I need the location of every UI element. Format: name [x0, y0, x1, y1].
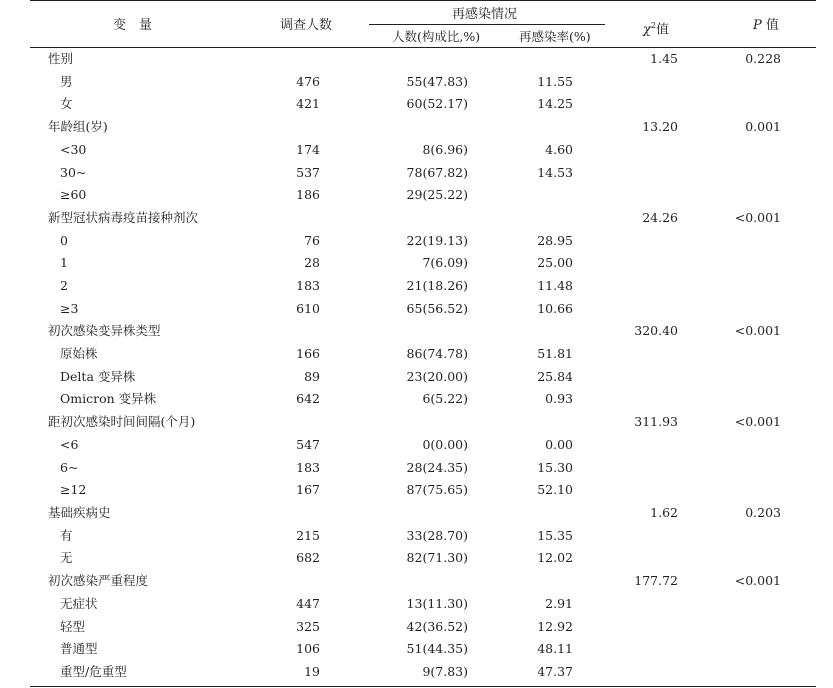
group-name: 距初次感染时间间隔(个月) [48, 414, 196, 429]
reinfection-rate: 12.02 [537, 550, 573, 565]
row-label: <30 [60, 142, 87, 157]
surveyed-count: 325 [296, 619, 320, 634]
group-name: 初次感染严重程度 [48, 573, 149, 588]
header-group-rule [369, 24, 605, 25]
reinfection-count: 55(47.83) [406, 74, 468, 89]
row-label: Omicron 变异株 [60, 391, 157, 406]
chi-square-value: 13.20 [642, 119, 678, 134]
p-suffix: 值 [761, 18, 779, 33]
row-label: 无症状 [60, 596, 98, 611]
group-name: 性别 [48, 51, 74, 66]
reinfection-rate: 28.95 [537, 233, 573, 248]
row-label: 1 [60, 255, 68, 270]
p-value: 0.001 [745, 119, 781, 134]
p-value: 0.228 [745, 51, 781, 66]
row-label: 无 [60, 550, 73, 565]
chi-square-value: 24.26 [642, 210, 678, 225]
row-label: 2 [60, 278, 68, 293]
reinfection-rate: 15.35 [537, 528, 573, 543]
row-label: 6~ [60, 460, 79, 475]
reinfection-count: 6(5.22) [422, 391, 468, 406]
chi-symbol: χ [643, 22, 651, 38]
surveyed-count: 89 [304, 369, 320, 384]
surveyed-count: 167 [296, 482, 320, 497]
reinfection-rate: 14.25 [537, 96, 573, 111]
reinfection-rate: 48.11 [537, 641, 573, 656]
reinfection-rate: 0.00 [545, 437, 573, 452]
chi-square-value: 177.72 [634, 573, 678, 588]
row-label: ≥3 [60, 301, 79, 316]
reinfection-count: 42(36.52) [406, 619, 468, 634]
surveyed-count: 106 [296, 641, 320, 656]
reinfection-rate: 25.00 [537, 255, 573, 270]
reinfection-rate: 11.55 [537, 74, 573, 89]
bottom-rule [30, 686, 816, 687]
surveyed-count: 28 [304, 255, 320, 270]
reinfection-rate: 14.53 [537, 165, 573, 180]
p-symbol: P [753, 18, 762, 33]
top-rule [30, 0, 816, 1]
header-p-value [753, 18, 779, 34]
reinfection-count: 86(74.78) [406, 346, 468, 361]
reinfection-rate: 51.81 [537, 346, 573, 361]
row-label: 女 [60, 96, 73, 111]
reinfection-count: 78(67.82) [406, 165, 468, 180]
surveyed-count: 447 [296, 596, 320, 611]
row-label: 重型/危重型 [60, 664, 127, 679]
reinfection-count: 9(7.83) [422, 664, 468, 679]
p-value: <0.001 [734, 573, 781, 588]
chi-square-value: 1.62 [650, 505, 678, 520]
header-reinfection-group: 再感染情况 [452, 7, 518, 22]
reinfection-count: 60(52.17) [406, 96, 468, 111]
surveyed-count: 537 [296, 165, 320, 180]
row-label: 有 [60, 528, 73, 543]
row-label: Delta 变异株 [60, 369, 136, 384]
reinfection-count: 29(25.22) [406, 187, 468, 202]
row-label: 30~ [60, 165, 87, 180]
row-label: ≥60 [60, 187, 87, 202]
reinfection-rate: 52.10 [537, 482, 573, 497]
reinfection-rate: 25.84 [537, 369, 573, 384]
reinfection-rate: 10.66 [537, 301, 573, 316]
row-label: 0 [60, 233, 68, 248]
surveyed-count: 76 [304, 233, 320, 248]
reinfection-count: 0(0.00) [422, 437, 468, 452]
surveyed-count: 682 [296, 550, 320, 565]
reinfection-rate: 2.91 [545, 596, 573, 611]
reinfection-count: 33(28.70) [406, 528, 468, 543]
reinfection-count: 13(11.30) [406, 596, 468, 611]
chi-suffix: 值 [655, 22, 669, 38]
reinfection-count: 51(44.35) [406, 641, 468, 656]
row-label: 普通型 [60, 641, 98, 656]
surveyed-count: 547 [296, 437, 320, 452]
row-label: 男 [60, 74, 73, 89]
surveyed-count: 610 [296, 301, 320, 316]
header-surveyed: 调查人数 [280, 18, 333, 33]
chi-superscript: 2 [650, 21, 656, 30]
reinfection-count: 28(24.35) [406, 460, 468, 475]
header-count: 人数(构成比,%) [392, 29, 481, 44]
row-label: 原始株 [60, 346, 98, 361]
group-name: 新型冠状病毒疫苗接种剂次 [48, 210, 199, 225]
surveyed-count: 183 [296, 460, 320, 475]
reinfection-rate: 15.30 [537, 460, 573, 475]
surveyed-count: 642 [296, 391, 320, 406]
header-variable: 变 量 [113, 18, 153, 33]
reinfection-count: 87(75.65) [406, 482, 468, 497]
reinfection-rate: 0.93 [545, 391, 573, 406]
p-value: <0.001 [734, 210, 781, 225]
reinfection-count: 8(6.96) [422, 142, 468, 157]
surveyed-count: 166 [296, 346, 320, 361]
row-label: ≥12 [60, 482, 87, 497]
reinfection-count: 65(56.52) [406, 301, 468, 316]
surveyed-count: 421 [296, 96, 320, 111]
surveyed-count: 183 [296, 278, 320, 293]
header-rate: 再感染率(%) [519, 29, 591, 44]
reinfection-count: 21(18.26) [406, 278, 468, 293]
reinfection-rate: 12.92 [537, 619, 573, 634]
reinfection-rate: 4.60 [545, 142, 573, 157]
row-label: <6 [60, 437, 79, 452]
reinfection-count: 22(19.13) [406, 233, 468, 248]
group-name: 基础疾病史 [48, 505, 111, 520]
surveyed-count: 174 [296, 142, 320, 157]
header-chi-square [643, 18, 669, 38]
chi-square-value: 320.40 [634, 323, 678, 338]
p-value: <0.001 [734, 323, 781, 338]
reinfection-count: 82(71.30) [406, 550, 468, 565]
header-bottom-rule [30, 47, 816, 48]
group-name: 初次感染变异株类型 [48, 323, 161, 338]
chi-square-value: 1.45 [650, 51, 678, 66]
group-name: 年龄组(岁) [48, 119, 108, 134]
surveyed-count: 186 [296, 187, 320, 202]
p-value: <0.001 [734, 414, 781, 429]
chi-square-value: 311.93 [634, 414, 678, 429]
surveyed-count: 476 [296, 74, 320, 89]
surveyed-count: 215 [296, 528, 320, 543]
p-value: 0.203 [745, 505, 781, 520]
reinfection-count: 23(20.00) [406, 369, 468, 384]
reinfection-rate: 11.48 [537, 278, 573, 293]
reinfection-rate: 47.37 [537, 664, 573, 679]
row-label: 轻型 [60, 619, 86, 634]
reinfection-count: 7(6.09) [422, 255, 468, 270]
surveyed-count: 19 [304, 664, 320, 679]
